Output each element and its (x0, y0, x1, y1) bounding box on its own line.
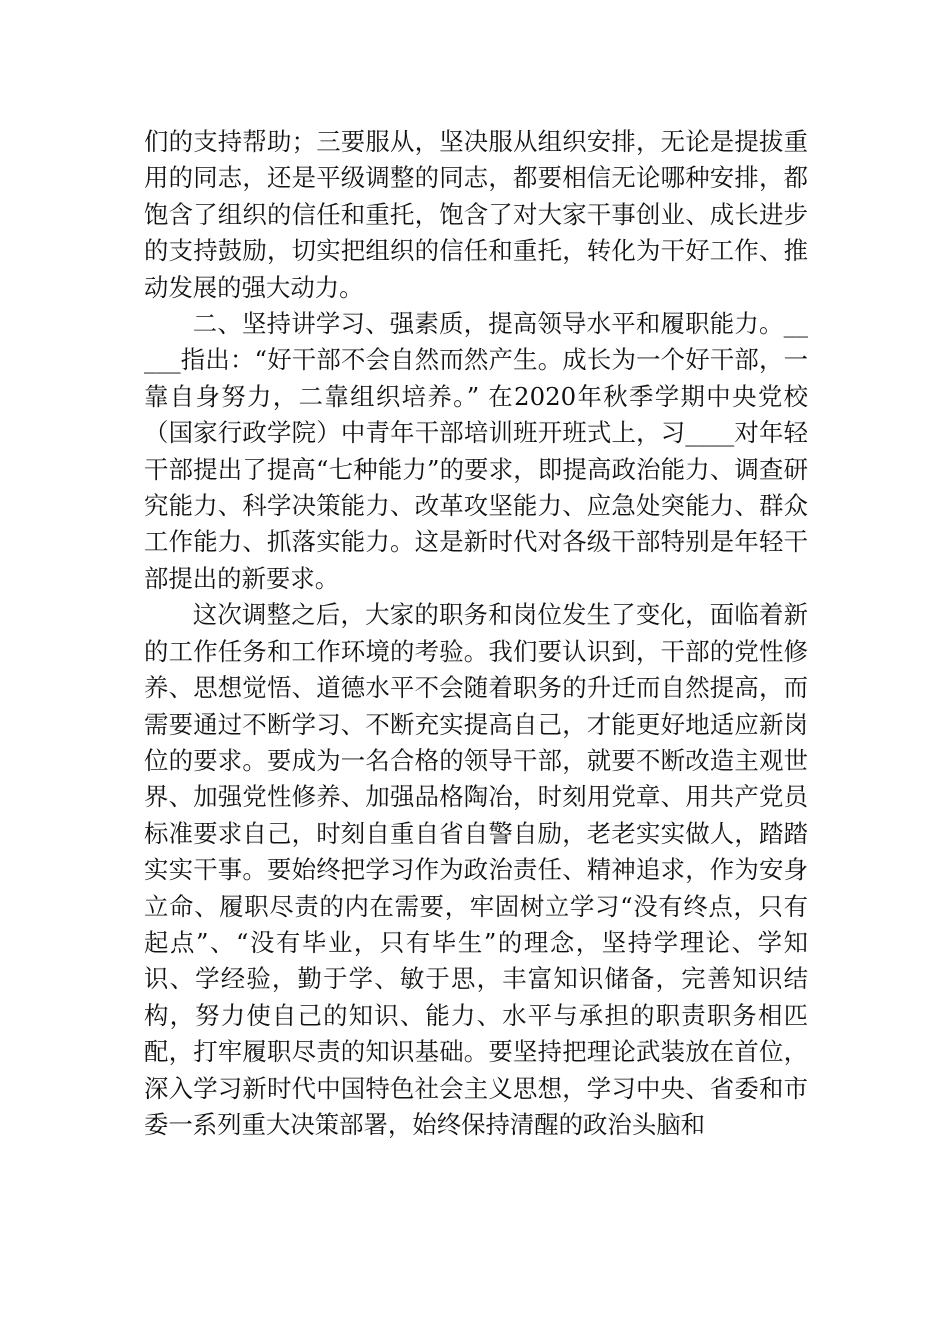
paragraph-1: 们的支持帮助；三要服从，坚决服从组织安排，无论是提拔重用的同志，还是平级调整的同志，都要相信无论哪种安排，都饱含了组织的信任和重托，饱含了对大家干事创业、成长进步的支持鼓励，切实把组织的信任和重托，转化为干好工作、推动发展的强大动力。 (144, 127, 808, 302)
paragraph-2: 二、坚持讲学习、强素质，提高领导水平和履职能力。_____指出：“好干部不会自然而然产生。成长为一个好干部，一靠自身努力，二靠组织培养。” 在2020年秋季学期中央党校（国家行政学院）中青年干部培训班开班式上，习____对年轻干部提出了提高“七种能力”的要求，即提高政治能力、调查研究能力、科学决策能力、改革攻坚能力、应急处突能力、群众工作能力、抓落实能力。这是新时代对各级干部特别是年轻干部提出的新要求。 (144, 309, 808, 593)
paragraph-3: 这次调整之后，大家的职务和岗位发生了变化，面临着新的工作任务和工作环境的考验。我们要认识到，干部的党性修养、思想觉悟、道德水平不会随着职务的升迁而自然提高，而需要通过不断学习、不断充实提高自己，才能更好地适应新岗位的要求。要成为一名合格的领导干部，就要不断改造主观世界、加强党性修养、加强品格陶冶，时刻用党章、用共产党员标准要求自己，时刻自重自省自警自励，老老实实做人，踏踏实实干事。要始终把学习作为政治责任、精神追求，作为安身立命、履职尽责的内在需要，牢固树立学习“没有终点，只有起点”、“没有毕业，只有毕生”的理念，坚持学理论、学知识、学经验，勤于学、敏于思，丰富知识储备，完善知识结构，努力使自己的知识、能力、水平与承担的职责职务相匹配，打牢履职尽责的知识基础。要坚持把理论武装放在首位，深入学习新时代中国特色社会主义思想，学习中央、省委和市委一系列重大决策部署，始终保持清醒的政治头脑和 (144, 600, 808, 1139)
document-page (144, 124, 808, 1143)
